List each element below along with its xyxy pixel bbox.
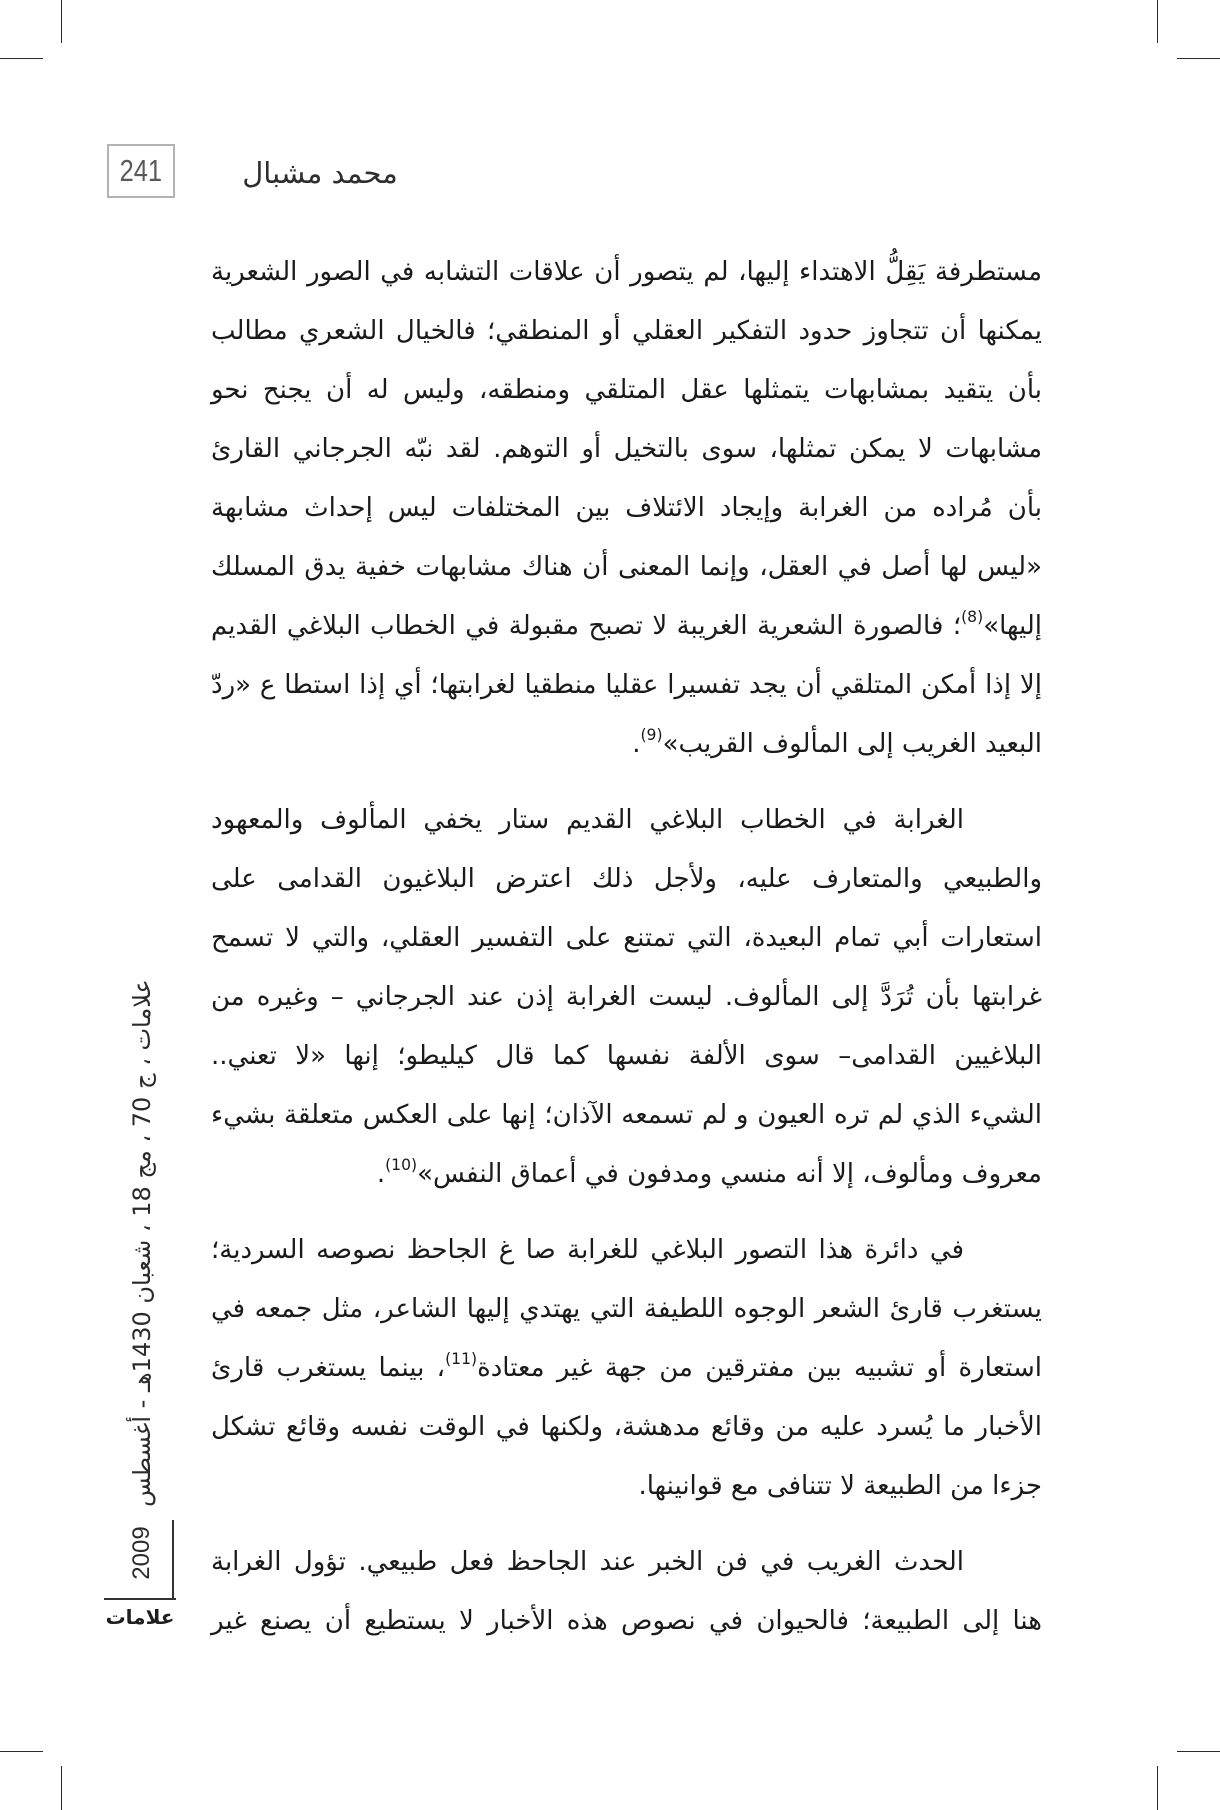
body-line — [211, 715, 1042, 774]
line-text: . — [376, 1159, 386, 1189]
line-text: ، بينما يستغرب قارئ — [211, 1353, 446, 1383]
footnote-marker: (8) — [961, 607, 984, 626]
line-text: استعارة أو تشبيه بين مفترقين من جهة غير معتادة — [477, 1353, 1042, 1383]
journal-logo: علامات — [104, 1598, 176, 1636]
body-line: يستغرب قارئ الشعر الوجوه اللطيفة التي يهتدي إليها الشاعر، مثل جمعه في — [211, 1294, 1042, 1324]
body-line: الحدث الغريب في فن الخبر عند الجاحظ فعل طبيعي. تؤول الغرابة — [211, 1547, 964, 1577]
body-line: غرابتها بأن تُرَدَّ إلى المألوف. ليست الغرابة إذن عند الجرجاني – وغيره من — [211, 982, 1042, 1012]
body-line: بأن يتقيد بمشابهات يتمثلها عقل المتلقي ومنطقه، وليس له أن يجنح نحو — [211, 375, 1042, 405]
body-line: في دائرة هذا التصور البلاغي للغرابة صا غ الجاحظ نصوصه السردية؛ — [211, 1235, 964, 1265]
paragraph — [211, 243, 1042, 774]
body-line: جزءا من الطبيعة لا تتنافى مع قوانينها. — [638, 1471, 1042, 1501]
body-line — [211, 597, 1042, 656]
crop-mark-bottom-left-vertical — [61, 1766, 62, 1810]
issue-year: 2009 — [128, 1526, 155, 1580]
crop-mark-bottom-left-horizontal — [0, 1751, 43, 1752]
line-text: البعيد الغريب إلى المألوف القريب» — [662, 729, 1042, 759]
body-line: هنا إلى الطبيعة؛ فالحيوان في نصوص هذه الأخبار لا يستطيع أن يصنع غير — [211, 1606, 1042, 1636]
paragraph — [211, 791, 1042, 1204]
body-line: الأخبار ما يُسرد عليه من وقائع مدهشة، ولكنها في الوقت نفسه وقائع تشكل — [211, 1412, 1042, 1442]
body-text — [211, 243, 1042, 1651]
line-text: معروف ومألوف، إلا أنه منسي ومدفون في أعماق النفس» — [417, 1159, 1042, 1189]
footnote-marker: (11) — [445, 1349, 478, 1368]
crop-mark-bottom-right-vertical — [1157, 1766, 1158, 1810]
body-line: مستطرفة يَقِلُّ الاهتداء إليها، لم يتصور أن علاقات التشابه في الصور الشعرية — [211, 257, 1042, 287]
line-text: ؛ فالصورة الشعرية الغريبة لا تصبح مقبولة في الخطاب البلاغي القديم — [211, 611, 962, 641]
body-line: مشابهات لا يمكن تمثلها، سوى بالتخيل أو التوهم. لقد نبّه الجرجاني القارئ — [211, 434, 1042, 464]
crop-mark-top-right-vertical — [1157, 0, 1158, 43]
crop-mark-top-right-horizontal — [1177, 58, 1220, 59]
body-line — [211, 1145, 1042, 1204]
crop-mark-bottom-right-horizontal — [1177, 1751, 1220, 1752]
line-text: . — [632, 729, 641, 759]
footnote-marker: (9) — [640, 725, 663, 744]
body-line: والطبيعي والمتعارف عليه، ولأجل ذلك اعترض البلاغيون القدامى على — [211, 864, 1042, 894]
body-line: استعارات أبي تمام البعيدة، التي تمتنع على التفسير العقلي، والتي لا تسمح — [211, 923, 1042, 953]
body-line: الشيء الذي لم تره العيون و لم تسمعه الآذان؛ إنها على العكس متعلقة بشيء — [211, 1100, 1042, 1130]
line-text: إليها» — [983, 611, 1042, 641]
body-line: بأن مُراده من الغرابة وإيجاد الائتلاف بين المختلفات ليس إحداث مشابهة — [211, 493, 1042, 523]
crop-mark-top-left-horizontal — [0, 58, 43, 59]
body-line: يمكنها أن تتجاوز حدود التفكير العقلي أو المنطقي؛ فالخيال الشعري مطالب — [211, 316, 1042, 346]
body-line: إلا إذا أمكن المتلقي أن يجد تفسيرا عقليا منطقيا لغرابتها؛ أي إذا استطا ع «ردّ — [211, 670, 1042, 700]
crop-mark-top-left-vertical — [61, 0, 62, 43]
body-line: «ليس لها أصل في العقل، وإنما المعنى أن هناك مشابهات خفية يدق المسلك — [211, 552, 1042, 582]
margin-rule — [172, 1520, 174, 1600]
body-line: البلاغيين القدامى– سوى الألفة نفسها كما قال كيليطو؛ إنها «لا تعني.. — [211, 1041, 1042, 1071]
body-line — [211, 1339, 1042, 1398]
journal-issue-info: علامات ، ج 70 ، مج 18 ، شعبان 1430هـ - أغسطس — [128, 979, 156, 1507]
paragraph — [211, 1533, 1042, 1651]
page-number-box — [107, 144, 175, 198]
paragraph — [211, 1221, 1042, 1516]
page-number: 241 — [119, 153, 163, 188]
running-head-author: محمد مشبال — [242, 156, 398, 190]
footnote-marker: (10) — [385, 1155, 418, 1174]
body-line: الغرابة في الخطاب البلاغي القديم ستار يخفي المألوف والمعهود — [211, 805, 964, 835]
